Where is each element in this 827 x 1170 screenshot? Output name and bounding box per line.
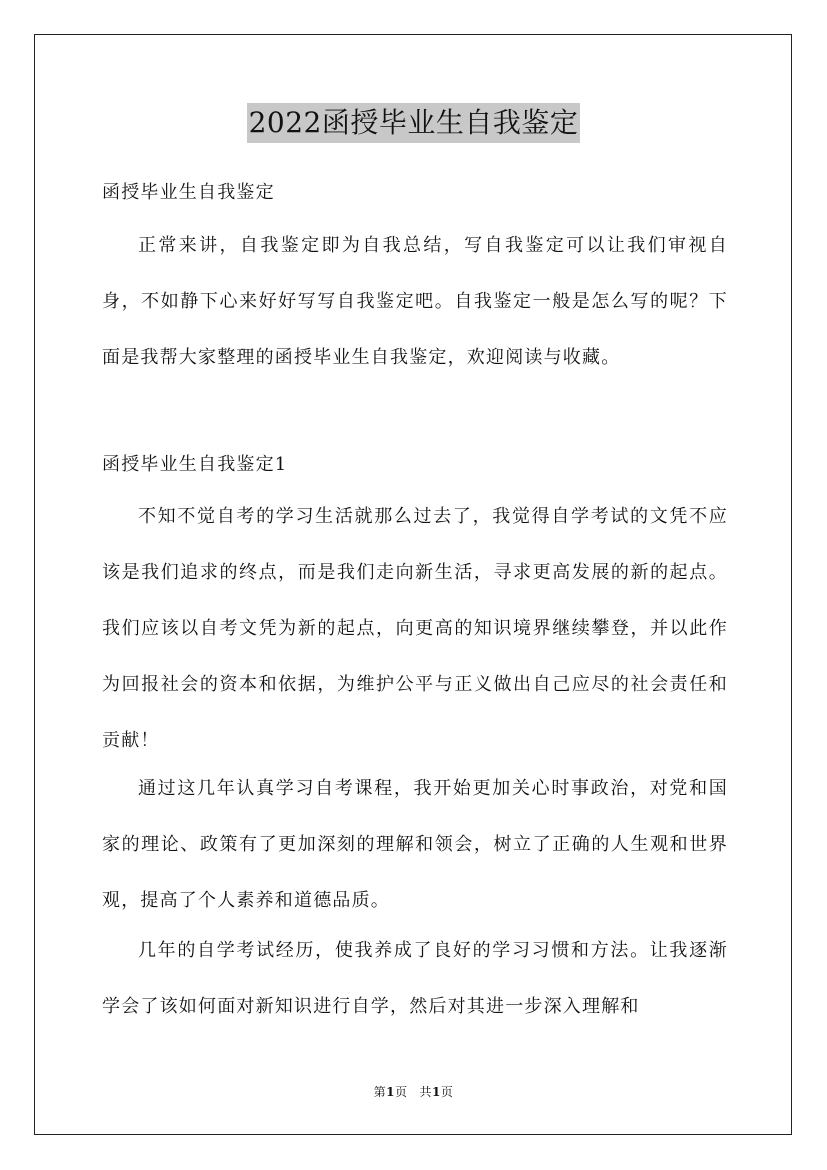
document-subtitle: 函授毕业生自我鉴定 (102, 182, 275, 203)
body-paragraph-3: 几年的自学考试经历，使我养成了良好的学习习惯和方法。让我逐渐学会了该如何面对新知识进行自学，然后对其进一步深入理解和 (102, 940, 728, 1017)
document-title: 2022函授毕业生自我鉴定 (247, 103, 581, 143)
body-paragraph-1: 不知不觉自考的学习生活就那么过去了，我觉得自学考试的文凭不应该是我们追求的终点，而是我们走向新生活，寻求更高发展的新的起点。我们应该以自考文凭为新的起点，向更高的知识境界继续攀登，并以此作为回报社会的资本和依据，为维护公平与正义做出自己应尽的社会责任和贡献！ (102, 506, 728, 751)
body-paragraph-2: 通过这几年认真学习自考课程，我开始更加关心时事政治，对党和国家的理论、政策有了更加深刻的理解和领会，树立了正确的人生观和世界观，提高了个人素养和道德品质。 (102, 778, 728, 911)
page-footer (0, 1084, 827, 1100)
total-prefix: 共 (419, 1085, 433, 1099)
page-number: 1 (386, 1085, 395, 1099)
page-suffix: 页 (394, 1085, 408, 1099)
intro-paragraph: 正常来讲，自我鉴定即为自我总结，写自我鉴定可以让我们审视自身，不如静下心来好好写写自我鉴定吧。自我鉴定一般是怎么写的呢？下面是我帮大家整理的函授毕业生自我鉴定，欢迎阅读与收藏。 (102, 235, 728, 368)
title-container (0, 103, 827, 143)
total-page-number: 1 (432, 1085, 441, 1099)
page-prefix: 第 (373, 1085, 387, 1099)
section-heading: 函授毕业生自我鉴定1 (102, 454, 288, 475)
total-suffix: 页 (440, 1085, 454, 1099)
